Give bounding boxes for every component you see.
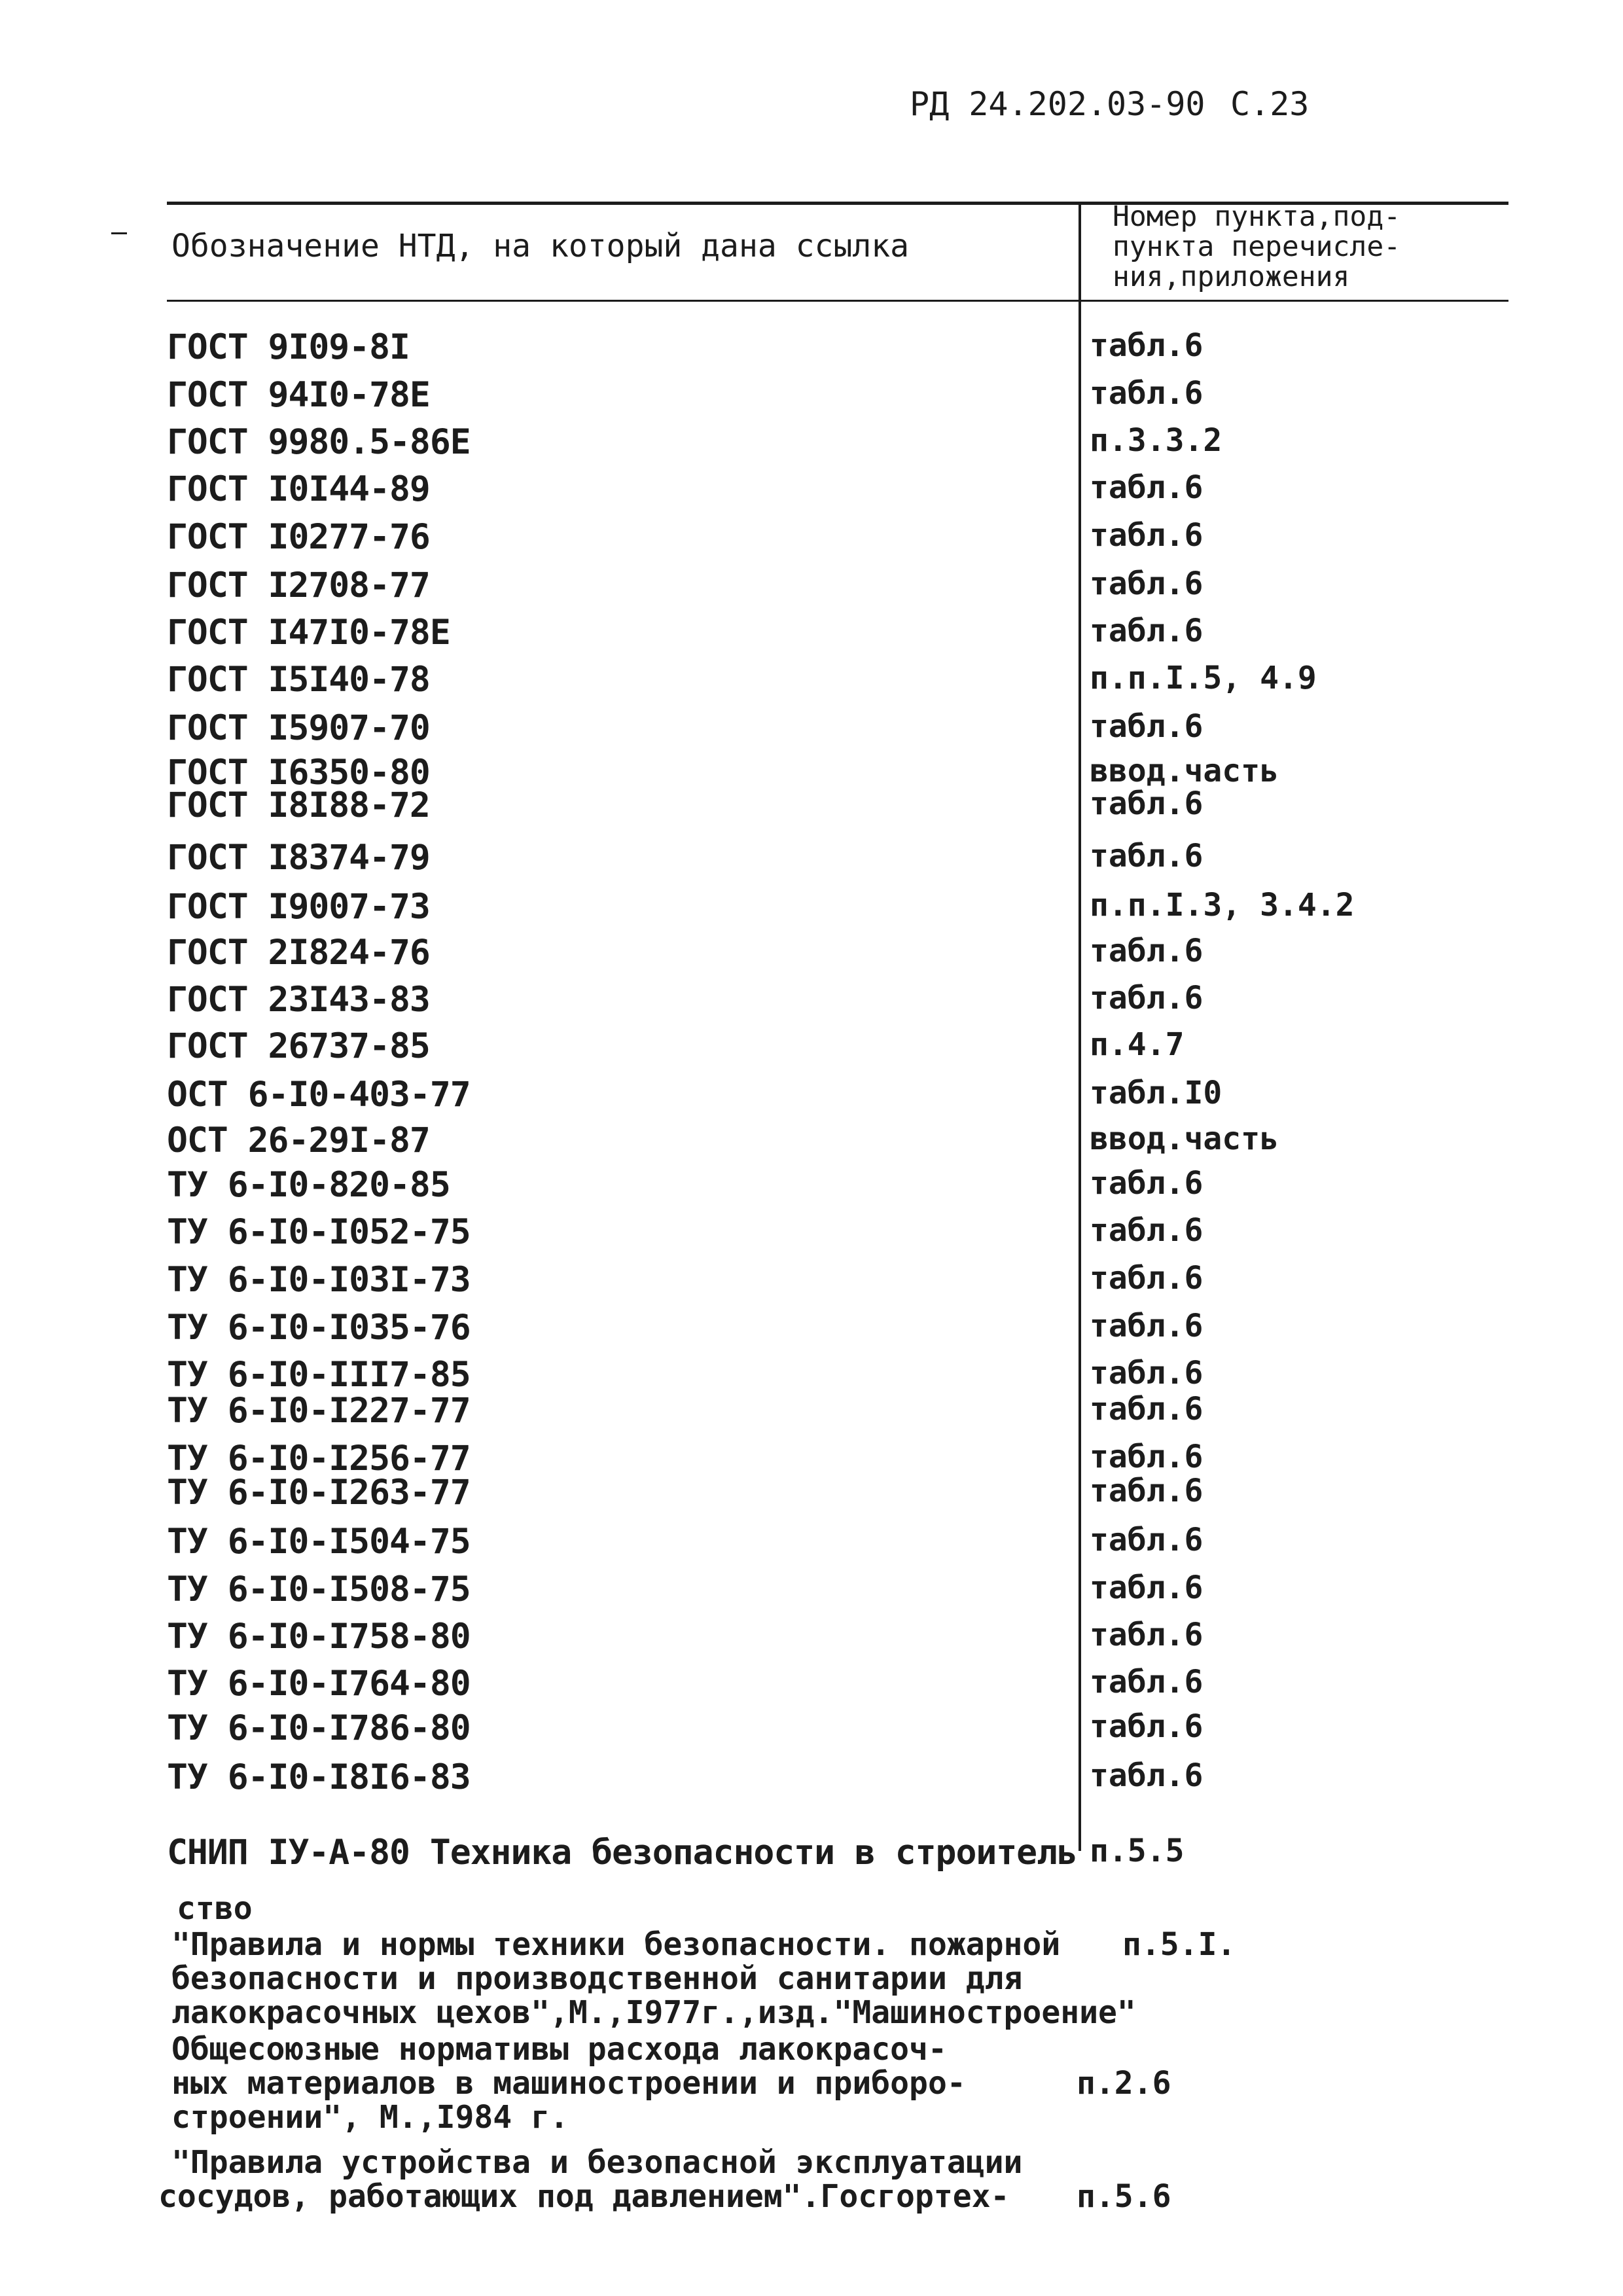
snip-continuation: ство: [177, 1890, 253, 1927]
clause-reference: табл.6: [1090, 708, 1204, 745]
note-2-line-2: ных материалов в машиностроении и приборо-: [171, 2065, 966, 2102]
margin-mark: [111, 232, 127, 234]
clause-reference: табл.6: [1090, 838, 1204, 874]
table-row: [0, 1757, 1623, 1797]
table-row: [0, 980, 1623, 1019]
reference-designation: ТУ 6-I0-I8I6-83: [167, 1757, 471, 1797]
page-header: [910, 85, 1368, 131]
clause-reference: табл.6: [1090, 1522, 1204, 1558]
clause-reference: табл.6: [1090, 1439, 1204, 1475]
clause-reference: п.3.3.2: [1090, 422, 1222, 459]
table-row: [0, 838, 1623, 877]
clause-reference: табл.6: [1090, 469, 1204, 506]
clause-reference: табл.6: [1090, 1355, 1204, 1391]
table-row: [0, 785, 1623, 825]
note-1-line-1: "Правила и нормы техники безопасности. пожарной: [171, 1926, 1061, 1963]
table-header-rule: [167, 300, 1508, 302]
table-row: [0, 1833, 1623, 1872]
reference-designation: ТУ 6-I0-820-85: [167, 1165, 450, 1205]
note-1-line-3: лакокрасочных цехов",М.,I977г.,изд."Машиностроение": [171, 1994, 1136, 2031]
reference-designation: ТУ 6-I0-I052-75: [167, 1212, 471, 1252]
clause-reference: табл.6: [1090, 565, 1204, 602]
table-row: [0, 1212, 1623, 1251]
column-header-clause: Номер пункта,под- пункта перечисле- ния,приложения: [1113, 200, 1401, 293]
note-3-line-2: сосудов, работающих под давлением".Госгортех-: [158, 2178, 1010, 2215]
clause-reference: табл.6: [1090, 1260, 1204, 1297]
table-row: [0, 565, 1623, 605]
note-2-line-3: строении", М.,I984 г.: [171, 2099, 569, 2136]
table-row: [0, 1121, 1623, 1160]
reference-designation: ГОСТ I6350-80: [167, 753, 430, 793]
reference-designation: ТУ 6-I0-I508-75: [167, 1570, 471, 1609]
reference-designation: ТУ 6-I0-I256-77: [167, 1439, 471, 1479]
page-number: С.23: [1230, 85, 1310, 123]
table-row: [0, 1391, 1623, 1430]
table-row: [0, 708, 1623, 747]
clause-reference: табл.6: [1090, 1212, 1204, 1249]
clause-reference: табл.6: [1090, 1473, 1204, 1509]
clause-reference: табл.6: [1090, 1308, 1204, 1344]
table-row: [0, 1708, 1623, 1748]
reference-designation: ОСТ 26-29I-87: [167, 1121, 430, 1160]
table-row: [0, 1026, 1623, 1066]
clause-reference: табл.6: [1090, 1757, 1204, 1794]
reference-designation: ГОСТ 26737-85: [167, 1026, 430, 1066]
table-row: [0, 887, 1623, 926]
reference-designation: ТУ 6-I0-I03I-73: [167, 1260, 471, 1300]
reference-designation: ГОСТ I0277-76: [167, 517, 430, 557]
clause-reference: табл.6: [1090, 1391, 1204, 1427]
clause-reference: п.4.7: [1090, 1026, 1185, 1063]
clause-reference: табл.6: [1090, 785, 1204, 822]
table-row: [0, 327, 1623, 367]
table-row: [0, 375, 1623, 414]
reference-designation: ТУ 6-I0-I227-77: [167, 1391, 471, 1431]
clause-reference: табл.6: [1090, 327, 1204, 364]
reference-designation: ГОСТ I8I88-72: [167, 785, 430, 825]
reference-designation: ТУ 6-I0-I764-80: [167, 1664, 471, 1704]
reference-designation: ГОСТ I5I40-78: [167, 660, 430, 700]
clause-reference: табл.6: [1090, 1570, 1204, 1606]
clause-reference: п.5.5: [1090, 1833, 1185, 1869]
table-row: [0, 1664, 1623, 1703]
clause-reference: п.п.I.3, 3.4.2: [1090, 887, 1355, 924]
table-row: [0, 469, 1623, 509]
note-3-line-1: "Правила устройства и безопасной эксплуатации: [171, 2144, 1023, 2181]
clause-reference: ввод.часть: [1090, 753, 1279, 789]
reference-designation: ГОСТ 2I824-76: [167, 933, 430, 973]
clause-reference: табл.6: [1090, 1165, 1204, 1202]
clause-reference: табл.6: [1090, 1708, 1204, 1745]
reference-designation: ТУ 6-I0-III7-85: [167, 1355, 471, 1395]
clause-reference: табл.6: [1090, 1617, 1204, 1653]
clause-reference: табл.I0: [1090, 1075, 1222, 1111]
clause-reference: п.п.I.5, 4.9: [1090, 660, 1317, 696]
table-row: [0, 1165, 1623, 1204]
table-row: [0, 1075, 1623, 1114]
note-2-line-1: Общесоюзные нормативы расхода лакокрасоч-: [171, 2031, 947, 2068]
note-3-clause: п.5.6: [1077, 2178, 1171, 2215]
table-row: [0, 1570, 1623, 1609]
table-row: [0, 517, 1623, 556]
clause-reference: табл.6: [1090, 517, 1204, 554]
reference-designation: ТУ 6-I0-I263-77: [167, 1473, 471, 1513]
document-code: РД 24.202.03-90: [910, 85, 1205, 123]
reference-designation: ТУ 6-I0-I504-75: [167, 1522, 471, 1562]
table-row: [0, 1260, 1623, 1299]
reference-designation: ГОСТ 94I0-78Е: [167, 375, 430, 415]
table-row: [0, 422, 1623, 461]
table-row: [0, 1355, 1623, 1394]
table-row: [0, 660, 1623, 699]
note-1-line-2: безопасности и производственной санитарии для: [171, 1960, 1023, 1997]
table-row: [0, 1308, 1623, 1347]
reference-designation: ТУ 6-I0-I758-80: [167, 1617, 471, 1657]
note-1-clause: п.5.I.: [1122, 1926, 1236, 1963]
reference-designation: ГОСТ I8374-79: [167, 838, 430, 878]
reference-designation: ГОСТ 23I43-83: [167, 980, 430, 1020]
reference-designation: ГОСТ I9007-73: [167, 887, 430, 927]
reference-designation: ТУ 6-I0-I035-76: [167, 1308, 471, 1348]
reference-designation: ГОСТ 9980.5-86Е: [167, 422, 471, 462]
reference-designation: ГОСТ I0I44-89: [167, 469, 430, 509]
clause-reference: табл.6: [1090, 933, 1204, 969]
clause-reference: ввод.часть: [1090, 1121, 1279, 1157]
reference-designation: ТУ 6-I0-I786-80: [167, 1708, 471, 1748]
clause-reference: табл.6: [1090, 980, 1204, 1016]
column-header-designation: Обозначение НТД, на который дана ссылка: [171, 228, 910, 264]
clause-reference: табл.6: [1090, 613, 1204, 649]
table-row: [0, 1473, 1623, 1512]
reference-designation: ГОСТ I5907-70: [167, 708, 430, 748]
reference-designation: ГОСТ 9I09-8I: [167, 327, 410, 367]
table-row: [0, 1617, 1623, 1656]
reference-designation: ОСТ 6-I0-403-77: [167, 1075, 471, 1115]
reference-designation: СНИП IУ-А-80 Техника безопасности в строитель: [167, 1833, 1077, 1873]
clause-reference: табл.6: [1090, 375, 1204, 412]
table-row: [0, 933, 1623, 972]
reference-designation: ГОСТ I47I0-78Е: [167, 613, 450, 653]
table-row: [0, 1522, 1623, 1561]
table-row: [0, 613, 1623, 652]
note-2-clause: п.2.6: [1077, 2065, 1171, 2102]
table-row: [0, 1439, 1623, 1478]
reference-designation: ГОСТ I2708-77: [167, 565, 430, 605]
clause-reference: табл.6: [1090, 1664, 1204, 1700]
